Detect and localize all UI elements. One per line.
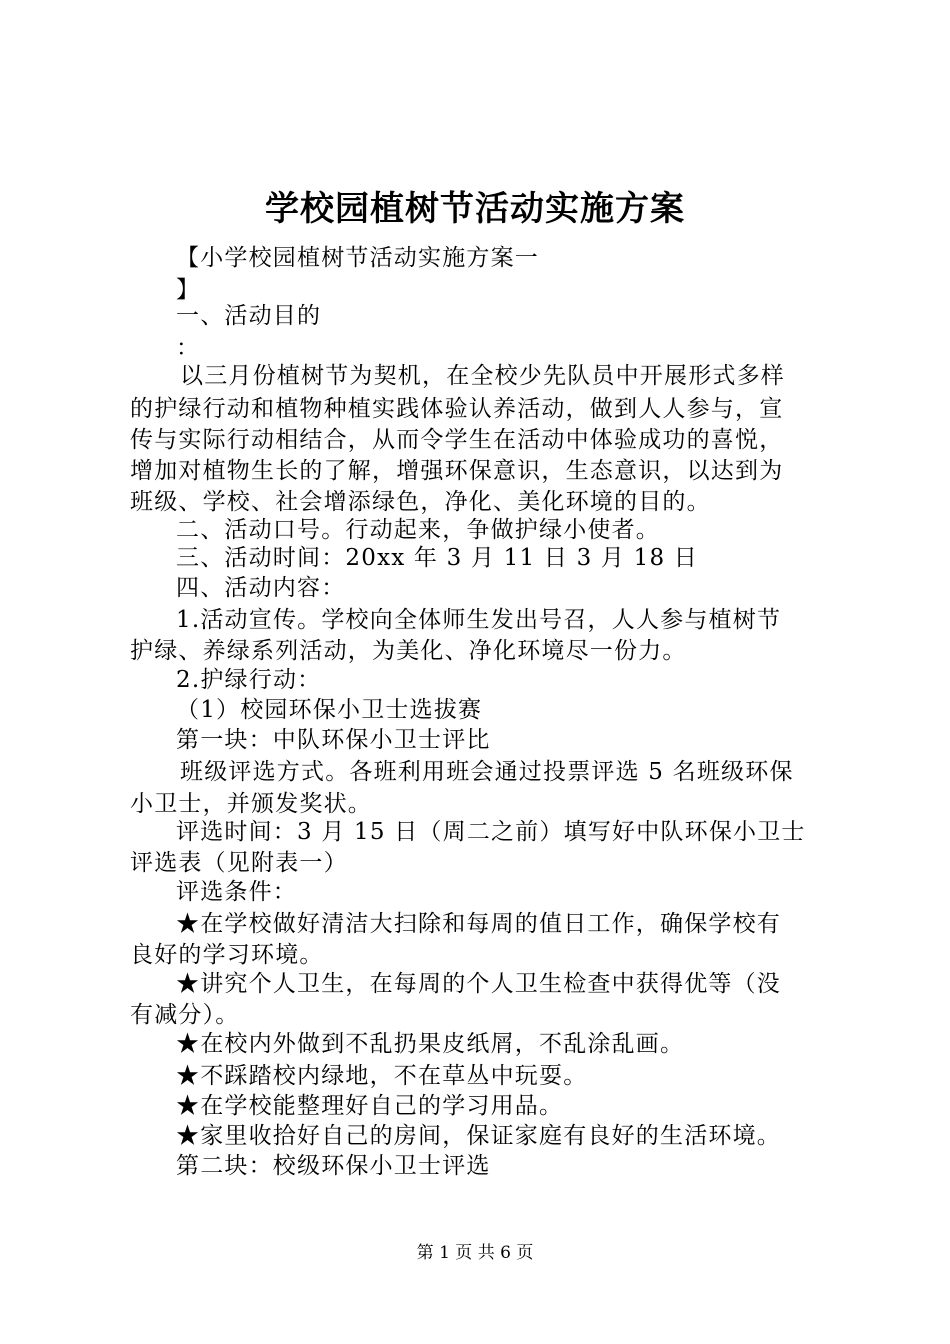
- text-line: 护绿、养绿系列活动，为美化、净化环境尽一份力。: [130, 638, 687, 664]
- document-title: 学校园植树节活动实施方案: [265, 189, 685, 229]
- text-line: ★在校内外做到不乱扔果皮纸屑，不乱涂乱画。: [176, 1031, 685, 1057]
- text-line: 传与实际行动相结合，从而令学生在活动中体验成功的喜悦，: [130, 427, 784, 453]
- text-line: ：: [176, 335, 201, 361]
- text-line: 班级、学校、社会增添绿色，净化、美化环境的目的。: [130, 489, 711, 515]
- text-line: 有减分）。: [130, 1002, 240, 1028]
- page-footer: 第 1 页 共 6 页: [416, 1243, 534, 1263]
- text-line: 评选时间：3 月 15 日（周二之前）填写好中队环保小卫士: [176, 819, 806, 845]
- text-line: 评选条件：: [176, 879, 297, 905]
- text-line: 以三月份植树节为契机，在全校少先队员中开展形式多样: [180, 363, 785, 389]
- text-line: ★家里收拾好自己的房间，保证家庭有良好的生活环境。: [176, 1123, 781, 1149]
- text-line: 二、活动口号。行动起来，争做护绿小使者。: [176, 517, 660, 543]
- text-line: 四、活动内容：: [176, 575, 346, 601]
- text-line: 1.活动宣传。学校向全体师生发出号召，人人参与植树节: [176, 607, 782, 633]
- text-line: ★讲究个人卫生，在每周的个人卫生检查中获得优等（没: [176, 971, 781, 997]
- text-line: 】: [176, 277, 201, 303]
- text-line: 第一块：中队环保小卫士评比: [176, 727, 491, 753]
- text-line: ★不踩踏校内绿地，不在草丛中玩耍。: [176, 1063, 588, 1089]
- text-line: ★在学校做好清洁大扫除和每周的值日工作，确保学校有: [176, 911, 781, 937]
- text-line: 一、活动目的: [176, 303, 322, 329]
- text-line: （1）校园环保小卫士选拔赛: [176, 697, 483, 723]
- text-line: 班级评选方式。各班利用班会通过投票评选 5 名班级环保: [180, 759, 794, 785]
- text-line: 评选表（见附表一）: [130, 850, 348, 876]
- text-line: 小卫士，并颁发奖状。: [130, 791, 372, 817]
- text-line: 良好的学习环境。: [130, 942, 324, 968]
- text-line: 2.护绿行动：: [176, 667, 322, 693]
- text-line: ★在学校能整理好自己的学习用品。: [176, 1093, 564, 1119]
- text-line: 的护绿行动和植物种植实践体验认养活动，做到人人参与，宣: [130, 396, 784, 422]
- text-line: 第二块：校级环保小卫士评选: [176, 1153, 491, 1179]
- text-line: 【小学校园植树节活动实施方案一: [176, 245, 539, 271]
- text-line: 三、活动时间：20xx 年 3 月 11 日 3 月 18 日: [176, 545, 699, 571]
- text-line: 增加对植物生长的了解，增强环保意识，生态意识，以达到为: [130, 458, 784, 484]
